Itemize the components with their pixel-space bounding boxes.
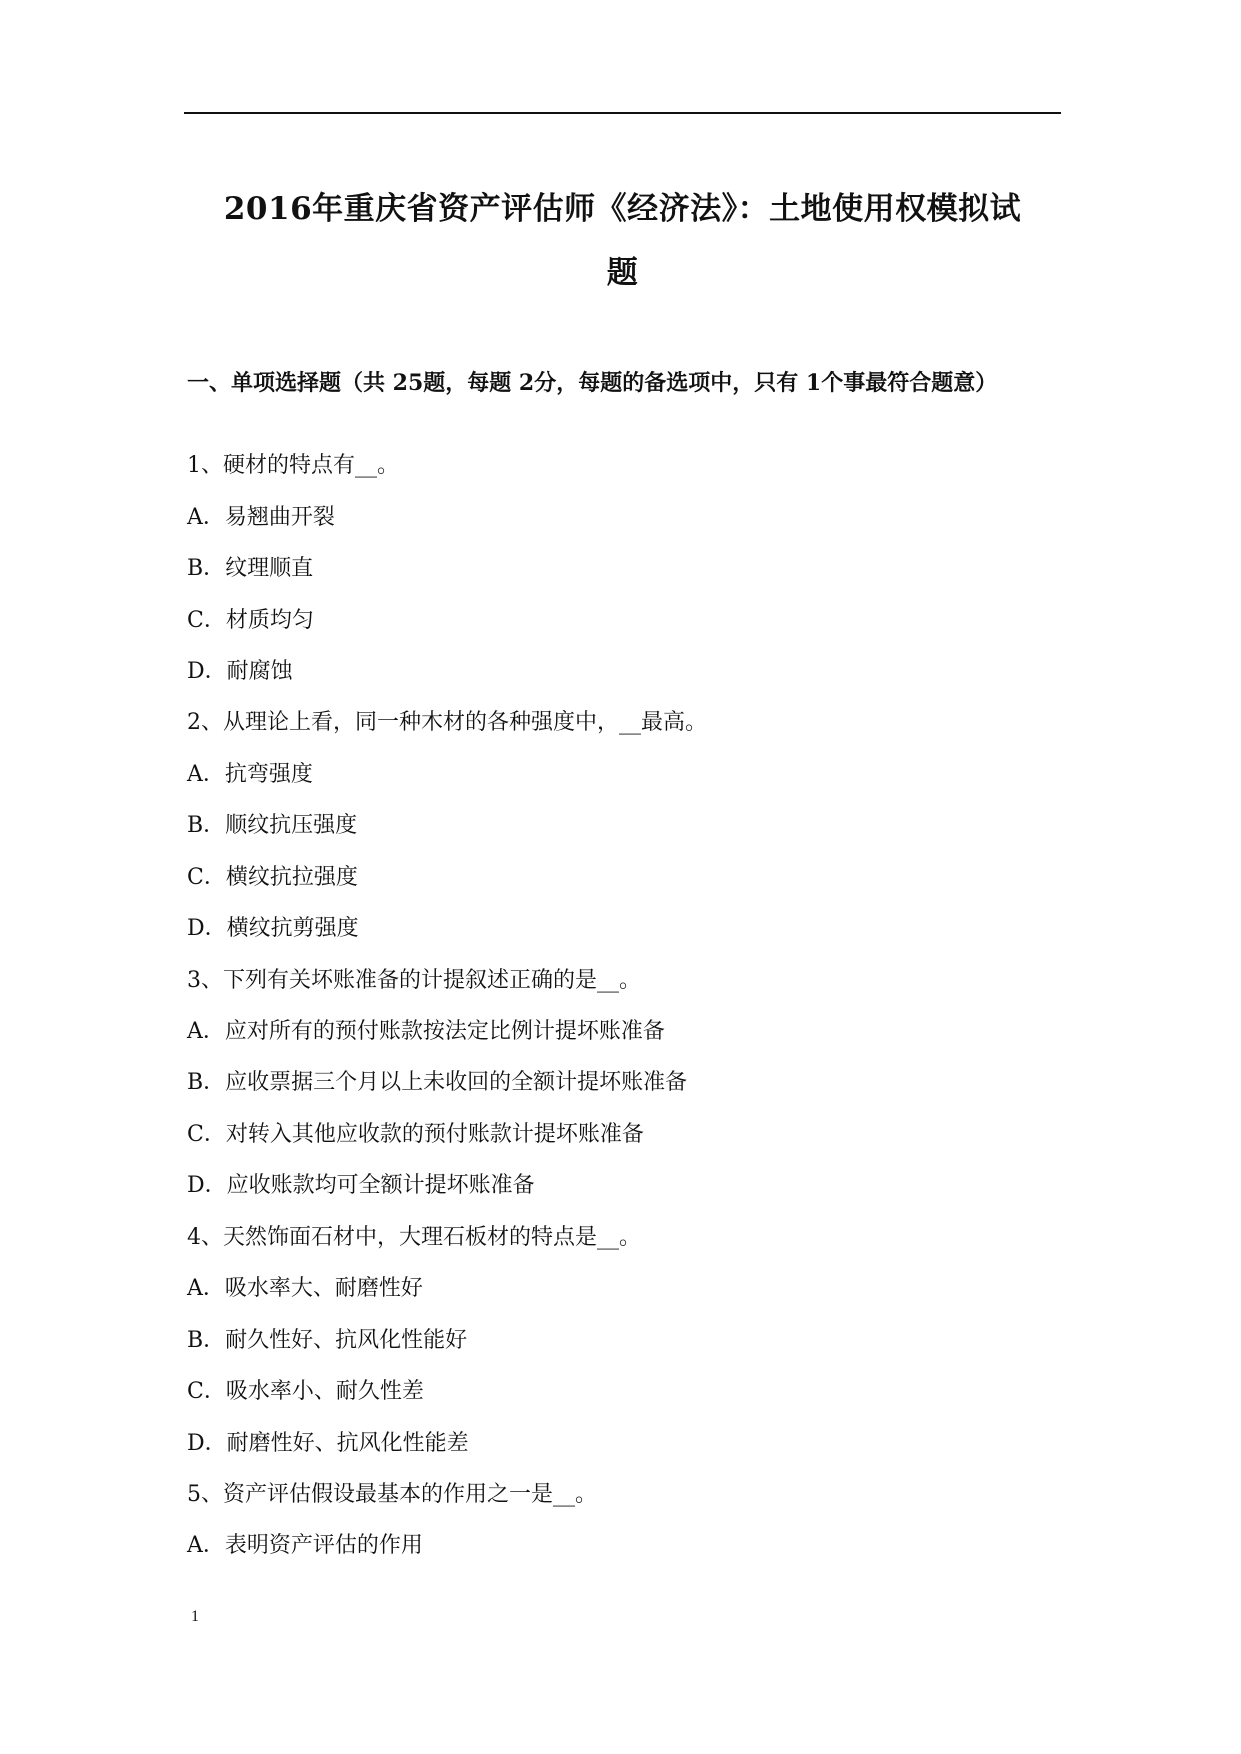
question-3-option-c: C．对转入其他应收款的预付账款计提坏账准备 (187, 1122, 644, 1147)
question-1-option-a: A．易翘曲开裂 (187, 505, 335, 530)
question-4-option-d: D．耐磨性好、抗风化性能差 (187, 1431, 469, 1456)
question-3-option-d: D．应收账款均可全额计提坏账准备 (187, 1173, 535, 1198)
question-1-option-c: C．材质均匀 (187, 608, 314, 633)
header-rule (184, 112, 1061, 114)
question-1: 1、硬材的特点有__。 (187, 453, 399, 478)
document-title: 2016年重庆省资产评估师《经济法》：土地使用权模拟试 (223, 191, 1022, 227)
section-heading: 一、单项选择题（共 25题，每题 2分，每题的备选项中，只有 1个事最符合题意） (187, 370, 998, 396)
question-3: 3、下列有关坏账准备的计提叙述正确的是__。 (187, 968, 641, 993)
question-2-option-d: D．横纹抗剪强度 (187, 916, 359, 941)
question-3-option-a: A．应对所有的预付账款按法定比例计提坏账准备 (187, 1019, 665, 1044)
question-2-option-a: A．抗弯强度 (187, 762, 313, 787)
question-1-option-b: B．纹理顺直 (187, 556, 314, 581)
question-5: 5、资产评估假设最基本的作用之一是__。 (187, 1482, 597, 1507)
question-2-option-c: C．横纹抗拉强度 (187, 865, 358, 890)
question-4-option-b: B．耐久性好、抗风化性能好 (187, 1328, 468, 1353)
document-title-continued: 题 (606, 255, 639, 291)
question-3-option-b: B．应收票据三个月以上未收回的全额计提坏账准备 (187, 1070, 688, 1095)
question-2-option-b: B．顺纹抗压强度 (187, 813, 358, 838)
question-4: 4、天然饰面石材中，大理石板材的特点是__。 (187, 1225, 641, 1250)
question-4-option-a: A．吸水率大、耐磨性好 (187, 1276, 423, 1301)
question-1-option-d: D．耐腐蚀 (187, 659, 293, 684)
question-4-option-c: C．吸水率小、耐久性差 (187, 1379, 424, 1404)
page-number: 1 (191, 1608, 199, 1625)
question-5-option-a: A．表明资产评估的作用 (187, 1533, 423, 1558)
question-2: 2、从理论上看，同一种木材的各种强度中，__最高。 (187, 710, 707, 735)
